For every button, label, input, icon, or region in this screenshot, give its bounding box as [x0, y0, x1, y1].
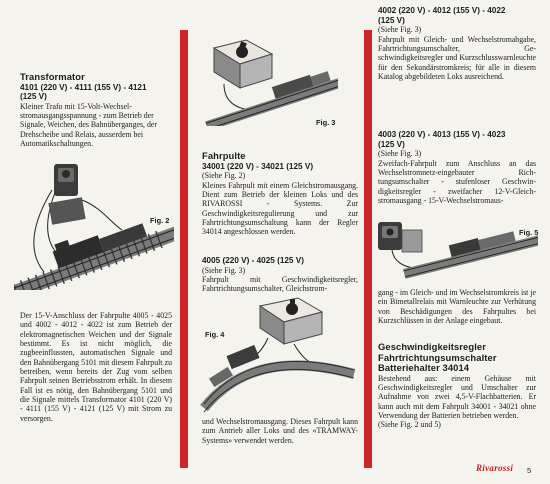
fahrpult-4003-sub: (Siehe Fig. 3): [378, 149, 422, 159]
regler-title-1: Geschwindigkeitsregler: [378, 341, 486, 352]
fahrpult-4003-codes-cont: (125 V): [378, 139, 405, 149]
transformator-section: [20, 72, 172, 148]
fahrpult-4003-text: Zweifach-Fahrpult zum Anschluss an das Wechselstromnetz-eingebauter Richtungsumschalter - stufenloser Geschwindigkeitsregler - zweifacher 12-V-Gleichstromausgang - 15-V-Wechselstromaus-: [378, 158, 536, 205]
fahrpult-4002-sub: (Siehe Fig. 3): [378, 25, 422, 35]
fahrpult-4003-section: [378, 130, 536, 205]
fahrpult-4005-text3: und Wechselstromausgang. Dieses Fahrpult kann zum Antrieb aller Loks und des «TRAMWAY-Systems» verwendet werden.: [202, 417, 358, 445]
fig5-controller-illustration: [372, 208, 538, 282]
red-divider-right: [364, 30, 372, 468]
fig4-controller-illustration: [198, 296, 360, 416]
fahrpult-4005-sub: (Siehe Fig. 3): [202, 265, 246, 275]
fahrpult-4005-section: [202, 256, 358, 294]
transformator-codes: 4101 (220 V) - 4111 (155 V) - 4121: [20, 82, 147, 92]
rivarossi-logo: Rivarossi: [476, 463, 514, 473]
fahrpulte-text: Kleines Fahrpult mit einem Gleichstromausgang. Dient zum Betrieb der kleinen Loks und des RIVAROSSI - Systems. Zur Geschwindigkeitsregulierung und zur Fahrtrichtungsumschaltung kann der Regler 34014 angeschlossen werden.: [202, 180, 358, 237]
fig2-label: Fig. 2: [150, 216, 170, 225]
fahrpult-4005-codes: 4005 (220 V) - 4025 (125 V): [202, 256, 304, 265]
fig3-label: Fig. 3: [316, 118, 336, 127]
page-number: 5: [527, 466, 532, 475]
fahrpult-4003-text3: gang - im Gleich- und im Wechselstromkreis ist je ein Bimetallrelais mit Warnleuchte zur Verhütung von Beschädigungen des Fahrpultes bei Kurzschlüssen in der Anlage eingebaut.: [378, 288, 536, 326]
fahrpult-4003-cont: [378, 288, 536, 325]
fahrpult-4002-codes-cont: (125 V): [378, 15, 405, 25]
regler-title-3: Batteriehalter 34014: [378, 362, 470, 373]
fahrpult-4005-text: Fahrpult mit Geschwindigkeitsregler, Fahrtrichtungsumschalter, Gleichstrom-: [202, 275, 358, 294]
regler-section: [378, 342, 536, 430]
transformator-title: Transformator: [20, 71, 85, 82]
transformator-codes-cont: (125 V): [20, 92, 47, 102]
regler-text: Bestehend aus: einem Gehäuse mit Geschwindigkeitsregler und Umschalter zur Aufnahme von zwei 4,5-V-Flachbatterien. Er kann auch mit dem Fahrpult 34001 - 34021 ohne Verwendung der Batterien betrieben werden.: [378, 373, 536, 420]
fahrpult-4002-text: Fahrpult mit Gleich- und Wechselstromabgabe, Fahrtrichtungsumschalter, Geschwindigkeitsregler und Kurzschlusswarnleuchte für den Sekundärstromkreis; für alle in diesem Katalog abgebildeten Loks ausreichend.: [378, 34, 536, 81]
fahrpulte-codes: 34001 (220 V) - 34021 (125 V): [202, 161, 314, 171]
fig2-transformer-illustration: [14, 160, 174, 290]
fig5-label: Fig. 5: [519, 228, 539, 237]
fahrpulte-section: [202, 151, 358, 237]
fahrpult-4005-cont: [202, 417, 358, 445]
transformator-text: Kleiner Trafo mit 15-Volt-Wechselstromausgangsspannung - zum Betrieb der Signale, Weichen, des Bahnüberganges, der Drehscheibe und Relais, ausserdem bei Automatikschaltungen.: [20, 101, 157, 149]
fahrpult-4002-codes: 4002 (220 V) - 4012 (155 V) - 4022: [378, 6, 506, 15]
fig3-controller-illustration: [194, 36, 338, 126]
fig4-label: Fig. 4: [205, 330, 225, 339]
transformator-text2: Der 15-V-Anschluss der Fahrpulte 4005 - 4025 und 4002 - 4012 - 4022 ist zum Betrieb der elektromagnetischen Weichen und der Signale bestimmt. Es ist nicht möglich, die zugbeeinflussten, automatischen Signale und den Bahnübergang 5101 mit diesem Fahrpult zu betreiben, wenn bereits der Zug vom selben Fahrpult seinen Betriebsstrom erhält. In diesem Fall ist es nötig, den Bahnübergang 5101 und die Signale mittels Transformator 4101 (220 V) - 4111 (155 V) - 4121 (125 V) mit Strom zu versorgen.: [20, 311, 172, 423]
fahrpulte-sub: (Siehe Fig. 2): [202, 171, 246, 181]
regler-title-2: Fahrtrichtungsumschalter: [378, 351, 497, 363]
transformator-note: [20, 311, 172, 423]
fahrpulte-title: Fahrpulte: [202, 150, 246, 161]
regler-sub: (Siehe Fig. 2 und 5): [378, 420, 441, 430]
fahrpult-4002-section: [378, 6, 536, 81]
red-divider-left: [180, 30, 188, 468]
fahrpult-4003-codes: 4003 (220 V) - 4013 (155 V) - 4023: [378, 130, 506, 139]
